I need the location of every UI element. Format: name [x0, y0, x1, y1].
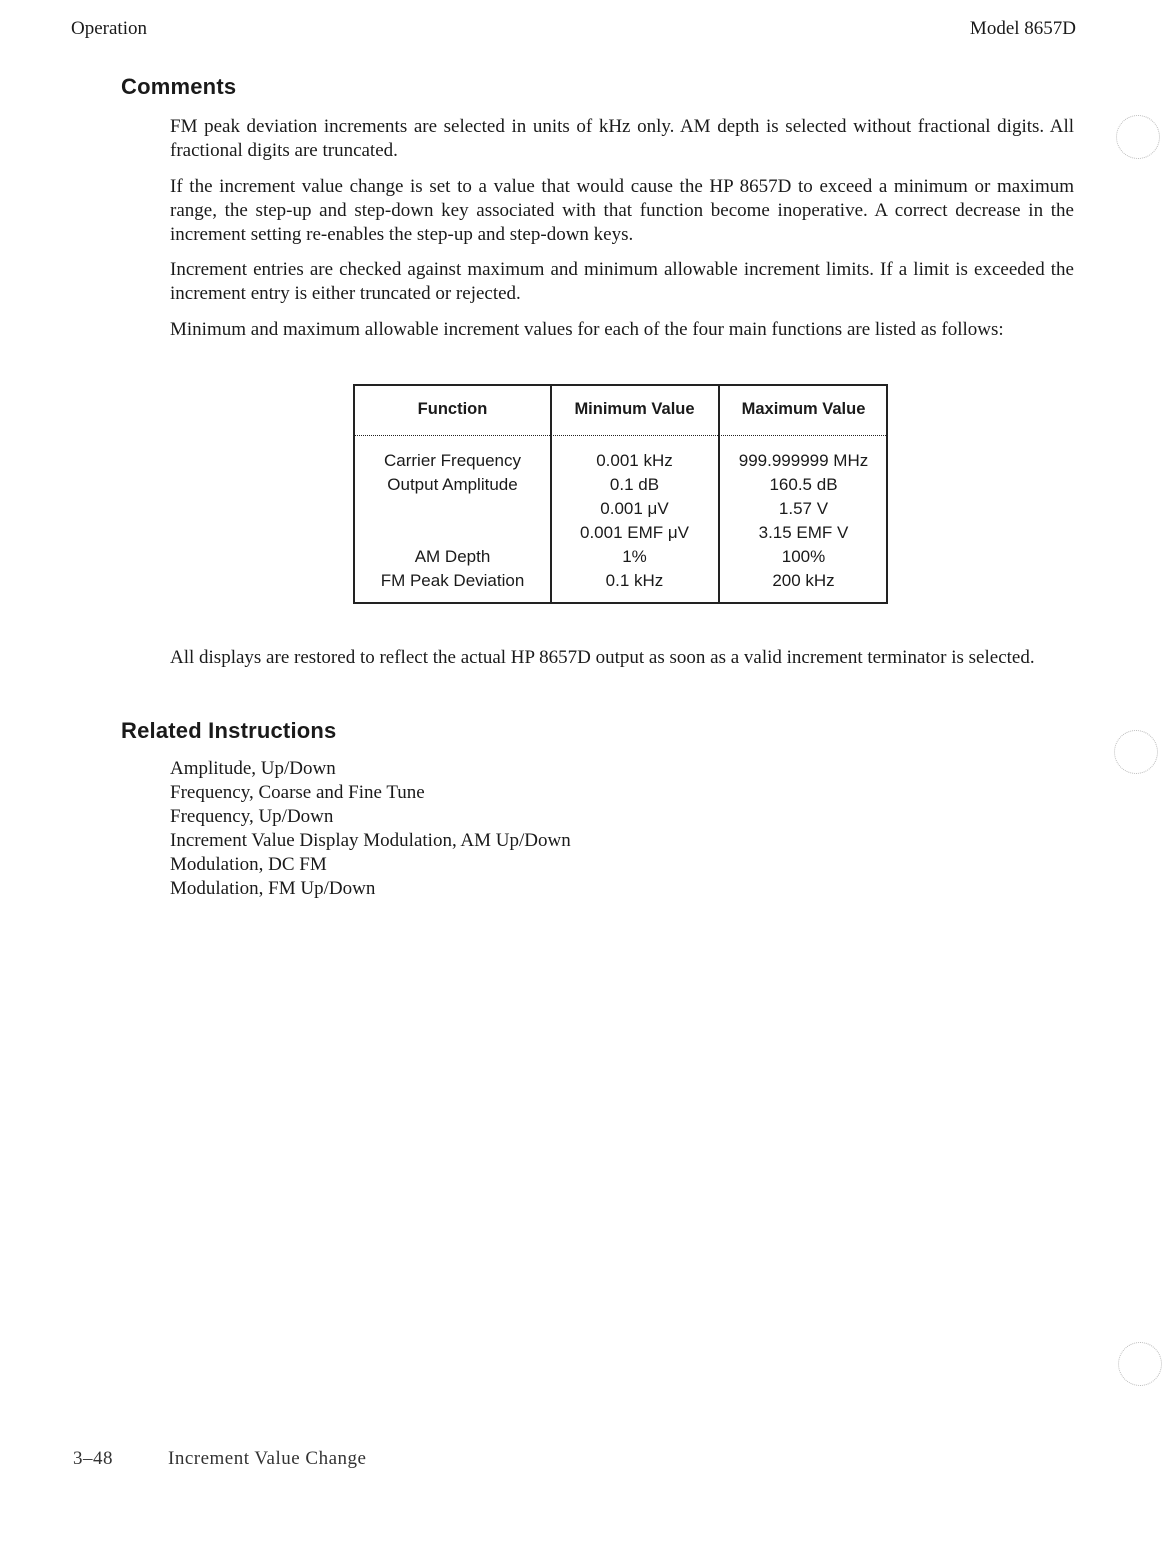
table-header-divider	[355, 435, 886, 436]
table-header-function: Function	[417, 400, 488, 418]
table-cell: Carrier Frequency	[384, 451, 521, 470]
binder-hole	[1114, 730, 1158, 774]
increment-limits-table	[353, 384, 888, 604]
after-table-paragraph: All displays are restored to reflect the actual HP 8657D output as soon as a valid increment terminator is selected.	[170, 647, 1035, 668]
table-header-minimum: Minimum Value	[574, 400, 695, 418]
list-item: Frequency, Up/Down	[170, 806, 334, 827]
table-cell: 100%	[781, 547, 826, 566]
related-instructions-list	[170, 757, 571, 901]
table-cell	[355, 521, 550, 545]
comments-heading: Comments	[121, 74, 237, 99]
table-cell: 0.001 kHz	[596, 451, 673, 470]
table-column-function	[355, 449, 550, 593]
table-cell: FM Peak Deviation	[380, 571, 525, 590]
comments-paragraph-1: FM peak deviation increments are selected in units of kHz only. AM depth is selected without fractional digits. All fractional digits are truncated.	[170, 116, 1074, 161]
table-cell: 0.001 EMF μV	[579, 523, 689, 542]
table-cell: 0.1 dB	[609, 475, 660, 494]
footer-title: Increment Value Change	[168, 1448, 367, 1469]
table-cell: Output Amplitude	[387, 475, 518, 494]
running-header-model: Model 8657D	[969, 18, 1076, 39]
table-cell: 160.5 dB	[769, 475, 838, 494]
list-item: Modulation, FM Up/Down	[170, 878, 376, 899]
running-header-section: Operation	[71, 18, 147, 39]
list-item: Increment Value Display Modulation, AM Up/Down	[170, 830, 571, 851]
table-cell: 1.57 V	[778, 499, 829, 518]
table-cell: 0.1 kHz	[605, 571, 664, 590]
table-cell	[355, 497, 550, 521]
table-cell: 999.999999 MHz	[738, 451, 869, 470]
related-instructions-heading: Related Instructions	[121, 718, 337, 743]
binder-hole	[1116, 115, 1160, 159]
list-item: Modulation, DC FM	[170, 854, 327, 875]
table-cell: AM Depth	[414, 547, 491, 566]
table-cell: 3.15 EMF V	[758, 523, 849, 542]
binder-hole	[1118, 1342, 1162, 1386]
table-cell: 1%	[622, 547, 647, 566]
comments-paragraph-2: If the increment value change is set to a value that would cause the HP 8657D to exceed a minimum or maximum range, the step-up and step-down key associated with that function become inoperative. A correct decrease in the increment setting re-enables the step-up and step-down keys.	[170, 176, 1074, 245]
page-number: 3–48	[73, 1448, 113, 1469]
comments-paragraph-4: Minimum and maximum allowable increment values for each of the four main functions are listed as follows:	[170, 319, 1004, 340]
table-column-maximum	[719, 449, 888, 593]
comments-paragraph-3: Increment entries are checked against maximum and minimum allowable increment limits. If a limit is exceeded the increment entry is either truncated or rejected.	[170, 259, 1074, 304]
list-item: Frequency, Coarse and Fine Tune	[170, 782, 425, 803]
table-header-maximum: Maximum Value	[741, 400, 866, 418]
table-column-minimum	[551, 449, 718, 593]
table-cell: 0.001 μV	[600, 499, 669, 518]
table-cell: 200 kHz	[772, 571, 835, 590]
list-item: Amplitude, Up/Down	[170, 758, 336, 779]
